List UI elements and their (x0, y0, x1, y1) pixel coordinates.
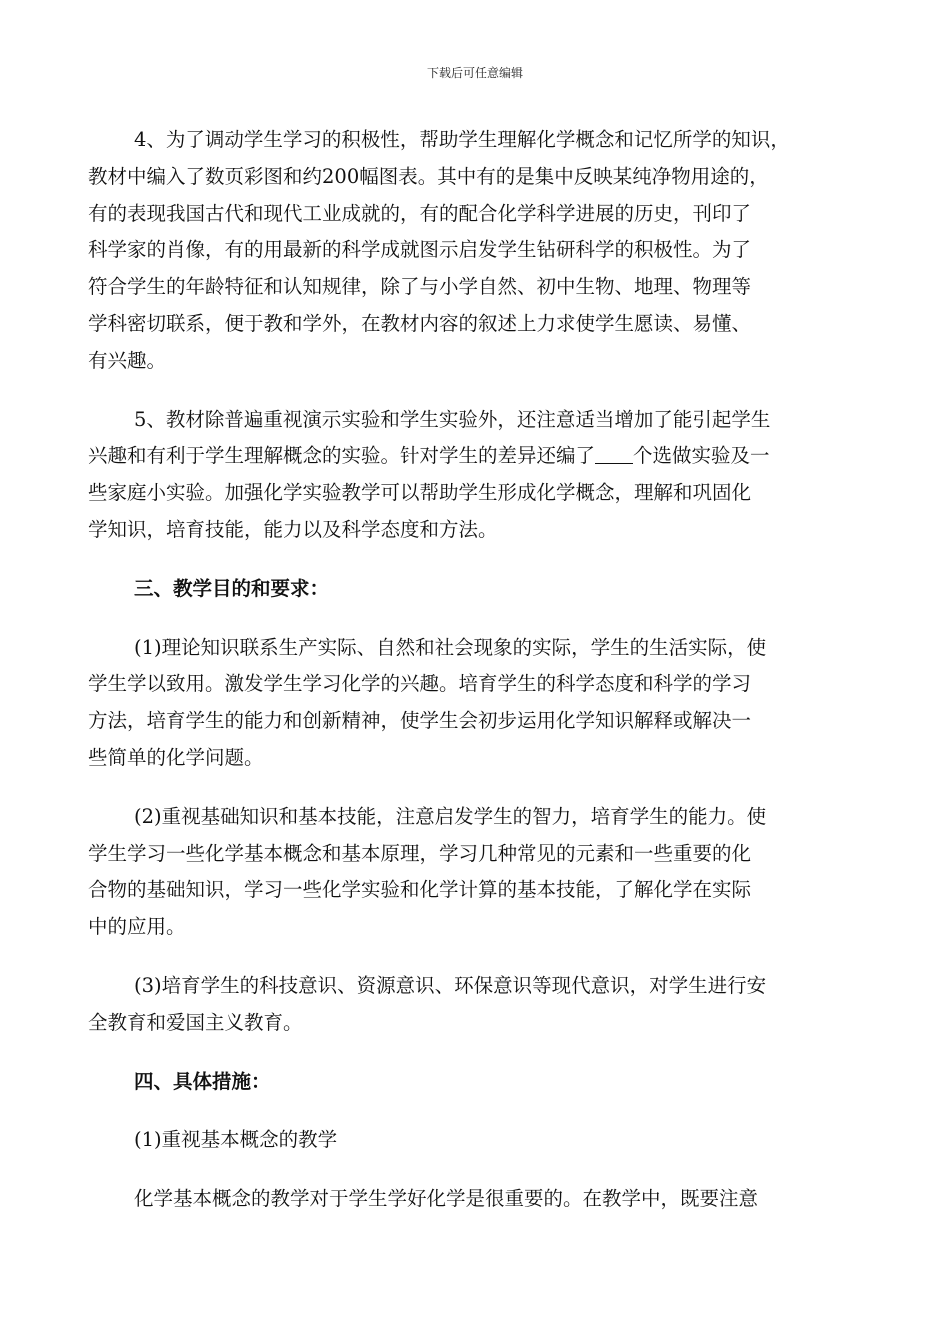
text-line: 学科密切联系，便于教和学外，在教材内容的叙述上力求使学生愿读、易懂、 (88, 311, 752, 335)
subheading-basic-concepts (88, 1122, 858, 1159)
paragraph-objective-2 (88, 799, 858, 946)
section-heading-measures (88, 1064, 858, 1101)
text-line: (1)理论知识联系生产实际、自然和社会现象的实际，学生的生活实际，使 (134, 635, 767, 659)
text-line: (1)重视基本概念的教学 (134, 1128, 338, 1152)
fill-in-blank (595, 443, 633, 464)
text-line: 学知识，培育技能，能力以及科学态度和方法。 (88, 517, 498, 541)
text-line: 有的表现我国古代和现代工业成就的，有的配合化学科学进展的历史，刊印了 (88, 201, 752, 225)
paragraph-teaching-materials-4 (88, 122, 858, 380)
text-line: 全教育和爱国主义教育。 (88, 1010, 303, 1034)
heading-text: 四、具体措施： (134, 1069, 271, 1093)
text-line: 学生学习一些化学基本概念和基本原理，学习几种常见的元素和一些重要的化 (88, 841, 752, 865)
text-line: 中的应用。 (88, 915, 186, 939)
text-line: 有兴趣。 (88, 348, 167, 372)
text-line: 5、教材除普遍重视演示实验和学生实验外，还注意适当增加了能引起学生 (134, 407, 771, 431)
text-line: (3)培育学生的科技意识、资源意识、环保意识等现代意识，对学生进行安 (134, 973, 767, 997)
text-line: (2)重视基础知识和基本技能，注意启发学生的智力，培育学生的能力。使 (134, 804, 767, 828)
text-line: 学生学以致用。激发学生学习化学的兴趣。培育学生的科学态度和科学的学习 (88, 672, 752, 696)
text-line: 化学基本概念的教学对于学生学好化学是很重要的。在教学中，既要注意 (134, 1187, 759, 1211)
text-segment: 兴趣和有利于学生理解概念的实验。针对学生的差异还编了 (88, 444, 596, 468)
text-line: 符合学生的年龄特征和认知规律，除了与小学自然、初中生物、地理、物理等 (88, 275, 752, 299)
text-line: 合物的基础知识，学习一些化学实验和化学计算的基本技能，了解化学在实际 (88, 878, 752, 902)
text-line: 科学家的肖像，有的用最新的科学成就图示启发学生钻研科学的积极性。为了 (88, 238, 752, 262)
text-line: 教材中编入了数页彩图和约200幅图表。其中有的是集中反映某纯净物用途的， (88, 164, 769, 188)
text-line: 些家庭小实验。加强化学实验教学可以帮助学生形成化学概念，理解和巩固化 (88, 481, 752, 505)
text-line: 方法，培育学生的能力和创新精神，使学生会初步运用化学知识解释或解决一 (88, 709, 752, 733)
paragraph-basic-concepts (88, 1181, 858, 1218)
text-line: 4、为了调动学生学习的积极性，帮助学生理解化学概念和记忆所学的知识， (134, 128, 790, 151)
heading-text: 三、教学目的和要求： (134, 576, 330, 600)
text-segment: 个选做实验及一 (633, 444, 770, 468)
paragraph-objective-3 (88, 968, 858, 1042)
page-header: 下载后可任意编辑 (426, 66, 523, 80)
document-body (88, 122, 858, 1240)
section-heading-objectives (88, 571, 858, 608)
text-line-with-blank (88, 438, 858, 475)
paragraph-teaching-materials-5 (88, 402, 858, 549)
text-line: 些简单的化学问题。 (88, 745, 264, 769)
paragraph-objective-1 (88, 630, 858, 777)
